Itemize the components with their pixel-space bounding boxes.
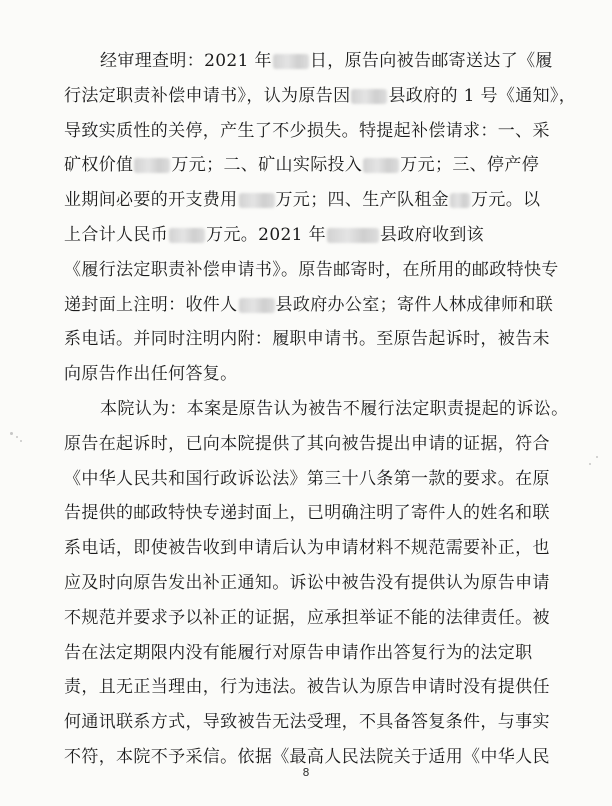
text-segment: 递封面上注明：收件人 <box>64 294 238 315</box>
text-segment: 行法定职责补偿申请书》，认为原告因 <box>64 85 351 106</box>
text-segment: 不规范并要求予以补正的证据，应承担举证不能的法律责任。被 <box>64 607 550 628</box>
text-segment: 应及时向原告发出补正通知。诉讼中被告没有提供认为原告申请 <box>64 572 550 593</box>
text-segment: 导致实质性的关停，产生了不少损失。特提起补偿请求：一、采 <box>64 120 550 141</box>
redaction-mark <box>239 298 275 313</box>
text-segment: 万元。以 <box>471 190 541 211</box>
page-number: 8 <box>302 766 310 779</box>
text-segment: 经审理查明：2021 年 <box>100 51 272 71</box>
paragraph-2-line <box>64 636 550 671</box>
paragraph-1-line <box>64 79 577 114</box>
paragraph-1-line <box>64 218 550 253</box>
paragraph-2-line <box>64 601 550 636</box>
text-segment: 矿权价值 <box>64 155 134 176</box>
scan-speck <box>10 432 13 435</box>
redaction-mark <box>351 89 387 104</box>
scan-speck <box>589 463 591 465</box>
text-segment: 原告在起诉时，已向本院提供了其向被告提出申请的证据，符合 <box>64 433 550 454</box>
paragraph-2-line <box>64 531 550 566</box>
paragraph-1-line <box>64 253 559 288</box>
paragraph-2-line <box>64 462 550 497</box>
text-segment: 系电话，即使被告收到申请后认为申请材料不规范需要补正，也 <box>64 538 550 559</box>
text-segment: 《履行法定职责补偿申请书》。原告邮寄时，在所用的邮政特快专 <box>64 259 559 280</box>
text-segment: 告提供的邮政特快专递封面上，已明确注明了寄件人的姓名和联 <box>64 503 550 524</box>
redaction-mark <box>327 228 379 243</box>
text-segment: 万元。2021 年 <box>206 224 326 245</box>
document-body <box>64 44 577 775</box>
text-segment: 本院认为：本案是原告认为被告不履行法定职责提起的诉讼。 <box>100 398 569 419</box>
scan-speck <box>596 456 598 458</box>
redaction-mark <box>450 193 470 208</box>
text-segment: 不符，本院不予采信。依据《最高人民法院关于适用《中华人民 <box>64 746 550 767</box>
scan-speck <box>16 436 18 438</box>
paragraph-2-line <box>64 496 550 531</box>
text-segment: 向原告作出任何答复。 <box>64 364 238 385</box>
paragraph-1-line <box>64 322 550 357</box>
text-segment: 业期间必要的开支费用 <box>64 190 238 211</box>
redaction-mark <box>363 158 399 173</box>
redaction-mark <box>169 228 205 243</box>
text-segment: 上合计人民币 <box>64 224 169 245</box>
text-segment: 何通讯联系方式，导致被告无法受理，不具备答复条件，与事实 <box>64 712 550 733</box>
text-segment: 责，且无正当理由，行为违法。被告认为原告申请时没有提供任 <box>64 677 550 698</box>
text-segment: 日，原告向被告邮寄送达了《履 <box>309 51 553 71</box>
text-segment: 县政府的 1 号《通知》， <box>388 85 577 106</box>
redaction-mark <box>239 193 275 208</box>
text-segment: 系电话。并同时注明内附：履职申请书。至原告起诉时，被告未 <box>64 329 550 350</box>
paragraph-1-line <box>64 44 553 79</box>
paragraph-2-line <box>64 705 550 740</box>
paragraph-1-line <box>64 288 554 323</box>
paragraph-2-line <box>64 392 569 427</box>
scan-speck <box>20 440 22 442</box>
paragraph-2-line <box>64 670 550 705</box>
text-segment: 告在法定期限内没有能履行对原告申请作出答复行为的法定职 <box>64 642 533 663</box>
text-segment: 万元；四、生产队租金 <box>275 190 449 211</box>
text-segment: 万元；二、矿山实际投入 <box>171 155 363 176</box>
paragraph-2-line <box>64 566 550 601</box>
paragraph-1-line <box>64 357 550 392</box>
text-segment: 万元；三、停产停 <box>400 155 540 176</box>
text-segment: 县政府办公室；寄件人林成律师和联 <box>275 294 554 315</box>
redaction-mark <box>134 158 170 173</box>
paragraph-2-line <box>64 427 550 462</box>
redaction-mark <box>273 54 309 69</box>
paragraph-1-line <box>64 183 550 218</box>
text-segment: 县政府收到该 <box>379 224 485 245</box>
paragraph-1-line <box>64 148 550 183</box>
text-segment: 《中华人民共和国行政诉讼法》第三十八条第一款的要求。在原 <box>64 468 550 489</box>
paragraph-1-line <box>64 114 550 149</box>
